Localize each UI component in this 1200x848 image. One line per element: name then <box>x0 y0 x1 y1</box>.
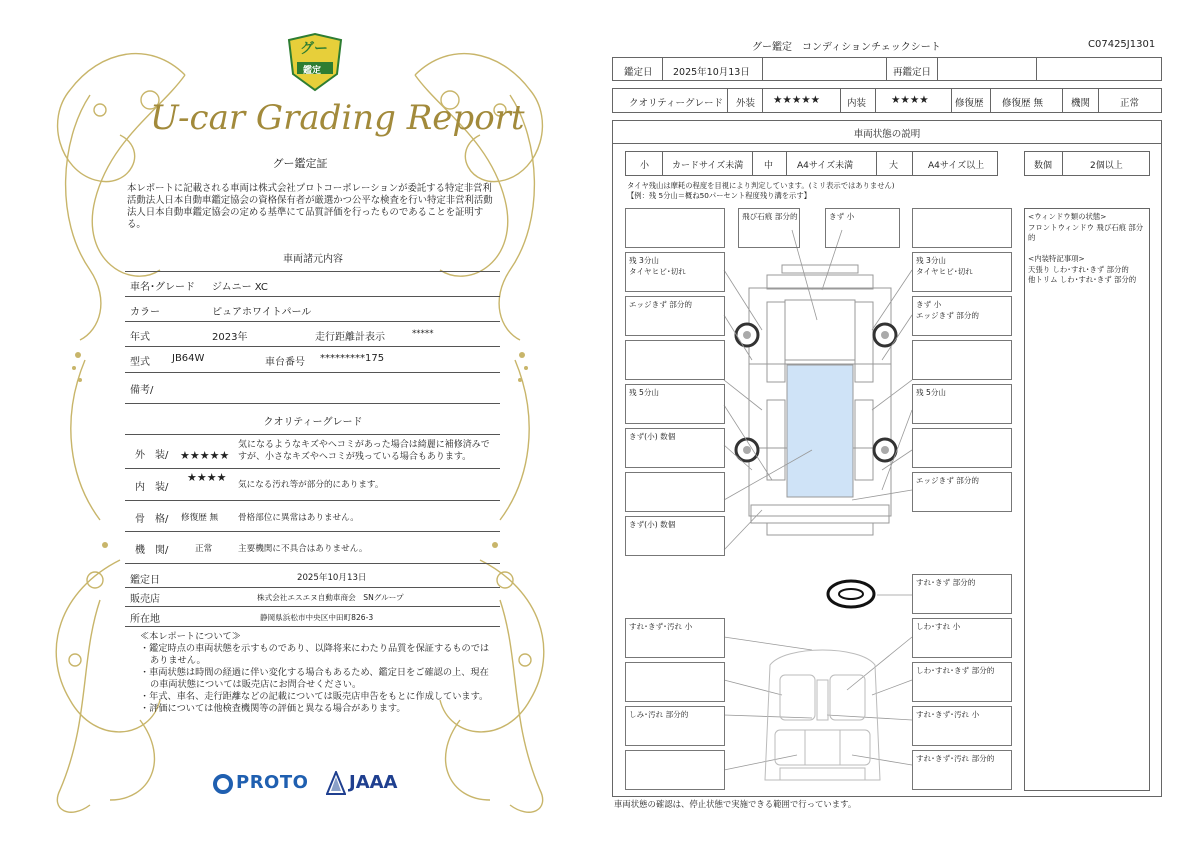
remarks-label: 備考/ <box>130 385 154 396</box>
address-value: 静岡県浜松市中央区中田町826-3 <box>260 613 374 622</box>
color-label: カラー <box>130 307 160 318</box>
damage-box: きず 小 <box>825 208 900 248</box>
notes-title: ≪本レポートについて≫ <box>140 631 241 642</box>
proto-logo: PROTO <box>236 772 309 793</box>
certificate-title: グー鑑定証 <box>272 157 328 170</box>
damage-box: エッジきず 部分的 <box>912 472 1012 512</box>
repair-history-label: 修復歴 <box>955 98 984 109</box>
damage-box <box>912 340 1012 380</box>
engine-value: 正常 <box>1120 98 1140 109</box>
badge-top-text: グー <box>300 41 328 57</box>
note-item: ・評価については他検査機関等の評価と異なる場合があります。 <box>140 703 406 714</box>
legend-count-desc: 2個以上 <box>1090 161 1123 171</box>
interior-damage-box <box>625 750 725 790</box>
year-value: 2023年 <box>212 332 248 343</box>
frame-value: 修復歴 無 <box>181 513 219 523</box>
interior-label: 内 装/ <box>135 482 169 493</box>
chassis-label: 車台番号 <box>265 357 305 368</box>
quality-grade-title: クオリティーグレード <box>263 417 363 428</box>
damage-box <box>625 472 725 512</box>
tire-note-example: 【例：残 5分山＝概ね50パーセント程度残り溝を示す】 <box>627 191 811 200</box>
damage-box: 残 5分山 <box>912 384 1012 424</box>
interior-stars: ★★★★ <box>187 471 227 484</box>
jaaa-logo-icon <box>326 771 346 795</box>
exterior-label: 外装 <box>736 98 756 109</box>
divider <box>125 500 500 501</box>
engine-label: 機関 <box>1071 98 1091 109</box>
note-item: ・年式、車名、走行距離などの記載については販売店申告をもとに作成しています。 <box>140 691 489 702</box>
interior-description: 気になる汚れ等が部分的にあります。 <box>238 480 384 490</box>
condition-title: 車両状態の説明 <box>853 129 921 140</box>
legend-large: 大 <box>889 161 899 171</box>
report-notes <box>140 631 495 715</box>
interior-damage-box: すれ･きず･汚れ 小 <box>912 706 1012 746</box>
divider <box>125 434 500 435</box>
sheet-title: グー鑑定 コンディションチェックシート <box>752 42 941 53</box>
divider <box>125 531 500 532</box>
note-item: ・車両状態は時間の経過に伴い変化する場合もあるため、鑑定日をご確認の上、現在の車両状態については販売店にお問合せください。 <box>140 667 489 690</box>
dealer-value: 株式会社エスエヌ自動車商会 SNグループ <box>257 593 404 602</box>
exterior-stars: ★★★★★ <box>180 449 230 462</box>
dealer-label: 販売店 <box>130 594 160 605</box>
interior-stars: ★★★★ <box>891 94 929 106</box>
damage-box <box>912 428 1012 468</box>
appraisal-date-value: 2025年10月13日 <box>673 67 750 78</box>
legend-count: 数個 <box>1034 161 1053 171</box>
legend-small: 小 <box>640 161 650 171</box>
engine-description: 主要機関に不具合はありません。 <box>238 544 368 554</box>
frame-description: 骨格部位に異常はありません。 <box>238 513 359 523</box>
divider <box>125 403 500 404</box>
chassis-value: *********175 <box>320 353 385 364</box>
engine-label: 機 関/ <box>135 545 169 556</box>
color-value: ピュアホワイトパール <box>212 307 312 318</box>
interior-damage-box: しみ･汚れ 部分的 <box>625 706 725 746</box>
divider <box>125 468 500 469</box>
exterior-stars: ★★★★★ <box>773 94 821 106</box>
exterior-label: 外 装/ <box>135 450 169 461</box>
divider <box>125 346 500 347</box>
tire-note: タイヤ残山は摩耗の程度を目視により判定しています。(ミリ表示ではありません) <box>627 181 895 190</box>
damage-box <box>625 208 725 248</box>
divider <box>125 626 500 627</box>
specs-title: 車両諸元内容 <box>283 254 343 265</box>
legend-medium: 中 <box>764 161 774 171</box>
divider <box>125 606 500 607</box>
frame-label: 骨 格/ <box>135 514 169 525</box>
repair-history-value: 修復歴 無 <box>1002 98 1044 109</box>
divider <box>125 271 500 272</box>
damage-box: エッジきず 部分的 <box>625 296 725 336</box>
reappraisal-date-label: 再鑑定日 <box>893 67 932 78</box>
divider <box>125 296 500 297</box>
jaaa-logo: JAAA <box>349 772 398 793</box>
divider <box>125 321 500 322</box>
mileage-value: ***** <box>412 329 434 339</box>
damage-box: 残 3分山 タイヤヒビ･切れ <box>912 252 1012 292</box>
badge-bottom-text: 鑑定 <box>303 66 322 76</box>
sheet-footer-note: 車両状態の確認は、停止状態で実施できる範囲で行っています。 <box>614 799 857 809</box>
interior-damage-box: しわ･すれ 小 <box>912 618 1012 658</box>
damage-box: 残 3分山 タイヤヒビ･切れ <box>625 252 725 292</box>
damage-box: 飛び石痕 部分的 <box>738 208 800 248</box>
address-label: 所在地 <box>130 614 160 625</box>
legend-small-desc: カードサイズ未満 <box>672 161 744 171</box>
appraisal-date-label: 鑑定日 <box>624 67 653 78</box>
divider <box>125 372 500 373</box>
model-value: JB64W <box>172 353 205 364</box>
interior-damage-box <box>625 662 725 702</box>
year-label: 年式 <box>130 332 150 343</box>
damage-box <box>625 340 725 380</box>
model-label: 型式 <box>130 357 150 368</box>
interior-damage-box: すれ･きず･汚れ 小 <box>625 618 725 658</box>
certificate-statement: 本レポートに記載される車両は株式会社プロトコーポレーションが委託する特定非営利活動法人日本自動車鑑定協会の資格保有者が厳選かつ公平な検査を行い特定非営利活動法人日本自動車鑑定協会の定める基準にて品質評価を行ったものであることを証明する。 <box>127 183 493 230</box>
appraisal-date-value: 2025年10月13日 <box>297 573 367 583</box>
damage-box: きず(小) 数個 <box>625 428 725 468</box>
car-interior-diagram <box>755 640 890 790</box>
quality-grade-label: クオリティーグレード <box>629 98 724 109</box>
mileage-label: 走行距離計表示 <box>315 332 385 343</box>
steering-wheel-icon <box>826 579 876 609</box>
car-name-label: 車名･グレード <box>130 282 195 293</box>
divider <box>125 563 500 564</box>
interior-damage-box: すれ･きず･汚れ 部分的 <box>912 750 1012 790</box>
exterior-description: 気になるようなキズやヘコミがあった場合は綺麗に補修済みですが、小さなキズやヘコミが残っている場合もあります。 <box>238 440 490 462</box>
damage-box: きず 小 エッジきず 部分的 <box>912 296 1012 336</box>
note-item: ・鑑定時点の車両状態を示すものであり、以降将来にわたり品質を保証するものではありません。 <box>140 643 490 666</box>
interior-damage-box: すれ･きず 部分的 <box>912 574 1012 614</box>
proto-logo-icon <box>213 773 233 795</box>
damage-box: 残 5分山 <box>625 384 725 424</box>
car-name-value: ジムニー XC <box>212 282 268 293</box>
legend-medium-desc: A4サイズ未満 <box>797 161 854 171</box>
engine-value: 正常 <box>195 544 213 554</box>
appraisal-date-label: 鑑定日 <box>130 575 160 586</box>
interior-damage-box: しわ･すれ･きず 部分的 <box>912 662 1012 702</box>
legend-large-desc: A4サイズ以上 <box>928 161 985 171</box>
sheet-code: C07425J1301 <box>1088 39 1156 50</box>
damage-box: きず(小) 数個 <box>625 516 725 556</box>
report-script-title: U-car Grading Report <box>150 98 525 138</box>
interior-label: 内装 <box>847 98 867 109</box>
special-notes-panel: <ウィンドウ類の状態> フロントウィンドウ 飛び石痕 部分的 <内装特記事項> 天張り しわ･すれ･きず 部分的 他トリム しわ･すれ･きず 部分的 <box>1024 208 1150 791</box>
damage-box <box>912 208 1012 248</box>
divider <box>125 587 500 588</box>
